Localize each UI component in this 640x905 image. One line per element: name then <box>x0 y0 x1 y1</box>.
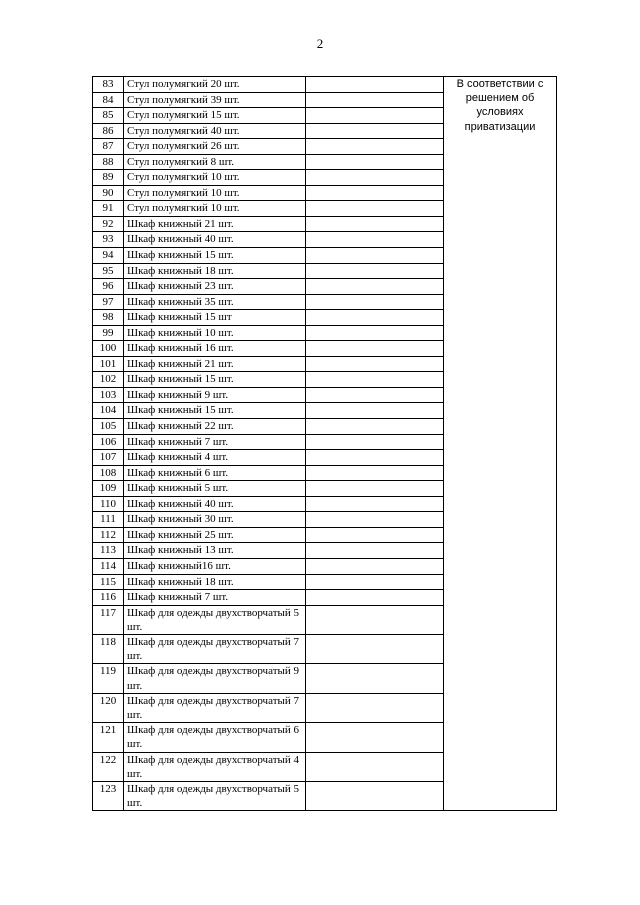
empty-cell <box>306 543 444 559</box>
row-number: 105 <box>93 419 124 435</box>
empty-cell <box>306 465 444 481</box>
empty-cell <box>306 752 444 781</box>
item-name: Шкаф книжный 4 шт. <box>124 450 306 466</box>
item-name: Шкаф книжный 18 шт. <box>124 574 306 590</box>
row-number: 111 <box>93 512 124 528</box>
privatization-note: В соответствии с решением об условиях приватизации <box>444 77 557 811</box>
empty-cell <box>306 693 444 722</box>
empty-cell <box>306 108 444 124</box>
row-number: 116 <box>93 590 124 606</box>
page-number: 2 <box>316 36 324 51</box>
item-name: Шкаф для одежды двухстворчатый 5 шт. <box>124 605 306 634</box>
empty-cell <box>306 403 444 419</box>
empty-cell <box>306 574 444 590</box>
item-name: Шкаф книжный 40 шт. <box>124 232 306 248</box>
item-name: Шкаф книжный 10 шт. <box>124 325 306 341</box>
empty-cell <box>306 201 444 217</box>
row-number: 96 <box>93 279 124 295</box>
row-number: 87 <box>93 139 124 155</box>
item-name: Стул полумягкий 39 шт. <box>124 92 306 108</box>
row-number: 98 <box>93 310 124 326</box>
empty-cell <box>306 92 444 108</box>
item-name: Шкаф книжный 15 шт <box>124 310 306 326</box>
empty-cell <box>306 450 444 466</box>
row-number: 86 <box>93 123 124 139</box>
row-number: 120 <box>93 693 124 722</box>
item-name: Стул полумягкий 10 шт. <box>124 170 306 186</box>
empty-cell <box>306 216 444 232</box>
inventory-table <box>92 76 557 811</box>
row-number: 117 <box>93 605 124 634</box>
item-name: Шкаф книжный 22 шт. <box>124 419 306 435</box>
item-name: Шкаф для одежды двухстворчатый 7 шт. <box>124 693 306 722</box>
row-number: 123 <box>93 782 124 811</box>
item-name: Стул полумягкий 40 шт. <box>124 123 306 139</box>
item-name: Шкаф книжный 16 шт. <box>124 341 306 357</box>
empty-cell <box>306 310 444 326</box>
item-name: Стул полумягкий 26 шт. <box>124 139 306 155</box>
empty-cell <box>306 590 444 606</box>
row-number: 88 <box>93 154 124 170</box>
row-number: 104 <box>93 403 124 419</box>
row-number: 113 <box>93 543 124 559</box>
item-name: Шкаф книжный 7 шт. <box>124 434 306 450</box>
item-name: Шкаф для одежды двухстворчатый 4 шт. <box>124 752 306 781</box>
row-number: 91 <box>93 201 124 217</box>
empty-cell <box>306 558 444 574</box>
item-name: Шкаф для одежды двухстворчатый 6 шт. <box>124 723 306 752</box>
item-name: Шкаф книжный 6 шт. <box>124 465 306 481</box>
empty-cell <box>306 185 444 201</box>
empty-cell <box>306 419 444 435</box>
row-number: 119 <box>93 664 124 693</box>
item-name: Шкаф книжный16 шт. <box>124 558 306 574</box>
item-name: Шкаф книжный 15 шт. <box>124 248 306 264</box>
item-name: Шкаф книжный 23 шт. <box>124 279 306 295</box>
row-number: 89 <box>93 170 124 186</box>
item-name: Шкаф для одежды двухстворчатый 9 шт. <box>124 664 306 693</box>
item-name: Стул полумягкий 8 шт. <box>124 154 306 170</box>
row-number: 110 <box>93 496 124 512</box>
row-number: 122 <box>93 752 124 781</box>
item-name: Шкаф книжный 25 шт. <box>124 527 306 543</box>
row-number: 84 <box>93 92 124 108</box>
item-name: Шкаф книжный 18 шт. <box>124 263 306 279</box>
row-number: 102 <box>93 372 124 388</box>
empty-cell <box>306 263 444 279</box>
item-name: Стул полумягкий 20 шт. <box>124 77 306 93</box>
row-number: 109 <box>93 481 124 497</box>
empty-cell <box>306 139 444 155</box>
item-name: Стул полумягкий 10 шт. <box>124 185 306 201</box>
empty-cell <box>306 635 444 664</box>
item-name: Шкаф книжный 35 шт. <box>124 294 306 310</box>
empty-cell <box>306 723 444 752</box>
row-number: 99 <box>93 325 124 341</box>
empty-cell <box>306 123 444 139</box>
empty-cell <box>306 77 444 93</box>
row-number: 94 <box>93 248 124 264</box>
row-number: 83 <box>93 77 124 93</box>
empty-cell <box>306 481 444 497</box>
row-number: 103 <box>93 387 124 403</box>
row-number: 106 <box>93 434 124 450</box>
row-number: 92 <box>93 216 124 232</box>
empty-cell <box>306 170 444 186</box>
empty-cell <box>306 356 444 372</box>
item-name: Шкаф для одежды двухстворчатый 5 шт. <box>124 782 306 811</box>
empty-cell <box>306 294 444 310</box>
row-number: 100 <box>93 341 124 357</box>
empty-cell <box>306 527 444 543</box>
item-name: Стул полумягкий 15 шт. <box>124 108 306 124</box>
empty-cell <box>306 341 444 357</box>
row-number: 95 <box>93 263 124 279</box>
table-row <box>93 77 557 93</box>
empty-cell <box>306 279 444 295</box>
row-number: 118 <box>93 635 124 664</box>
item-name: Шкаф книжный 30 шт. <box>124 512 306 528</box>
inventory-table-body <box>93 77 557 811</box>
item-name: Шкаф книжный 40 шт. <box>124 496 306 512</box>
row-number: 107 <box>93 450 124 466</box>
row-number: 85 <box>93 108 124 124</box>
row-number: 112 <box>93 527 124 543</box>
row-number: 115 <box>93 574 124 590</box>
empty-cell <box>306 434 444 450</box>
row-number: 121 <box>93 723 124 752</box>
empty-cell <box>306 782 444 811</box>
item-name: Шкаф книжный 5 шт. <box>124 481 306 497</box>
row-number: 114 <box>93 558 124 574</box>
item-name: Шкаф книжный 7 шт. <box>124 590 306 606</box>
empty-cell <box>306 232 444 248</box>
item-name: Шкаф книжный 13 шт. <box>124 543 306 559</box>
empty-cell <box>306 248 444 264</box>
row-number: 97 <box>93 294 124 310</box>
item-name: Шкаф книжный 9 шт. <box>124 387 306 403</box>
row-number: 90 <box>93 185 124 201</box>
empty-cell <box>306 664 444 693</box>
row-number: 93 <box>93 232 124 248</box>
item-name: Шкаф книжный 15 шт. <box>124 403 306 419</box>
empty-cell <box>306 496 444 512</box>
row-number: 108 <box>93 465 124 481</box>
empty-cell <box>306 605 444 634</box>
empty-cell <box>306 387 444 403</box>
row-number: 101 <box>93 356 124 372</box>
empty-cell <box>306 512 444 528</box>
item-name: Стул полумягкий 10 шт. <box>124 201 306 217</box>
empty-cell <box>306 154 444 170</box>
item-name: Шкаф книжный 21 шт. <box>124 356 306 372</box>
item-name: Шкаф книжный 15 шт. <box>124 372 306 388</box>
item-name: Шкаф книжный 21 шт. <box>124 216 306 232</box>
empty-cell <box>306 372 444 388</box>
empty-cell <box>306 325 444 341</box>
item-name: Шкаф для одежды двухстворчатый 7 шт. <box>124 635 306 664</box>
